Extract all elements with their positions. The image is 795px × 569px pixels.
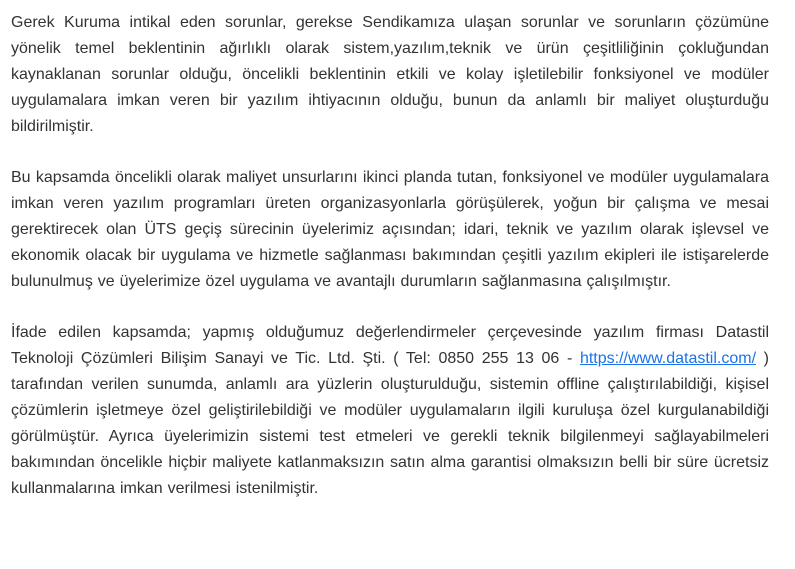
paragraph-2: Bu kapsamda öncelikli olarak maliyet unsurlarını ikinci planda tutan, fonksiyonel ve modüler uygulamalara imkan veren yazılım programları üreten organizasyonlarla görüşülerek, yoğun bir çalışma ve mesai gerektirecek olan ÜTS geçiş sürecinin üyelerimiz açısından; idari, teknik ve yazılım olarak işlevsel ve ekonomik olacak bir uygulama ve hizmetle sağlanması bakımından çeşitli yazılım ekipleri ile istişarelerde bulunulmuş ve üyelerimize özel uygulama ve avantajlı durumların sağlanmasına çalışılmıştır. — [11, 169, 769, 290]
paragraph-3 — [11, 320, 769, 502]
datastil-website-link[interactable]: https://www.datastil.com/ — [579, 350, 757, 367]
paragraph-3-rest: ) tarafından verilen sunumda, anlamlı ara yüzlerin oluşturulduğu, sistemin offline çalıştırılabildiği, kişisel çözümlerin işletmeye özel geliştirilebildiği ve modüler uygulamaların ilgili kuruluşa özel kurgulanabildiği görülmüştür. Ayrıca üyelerimizin sistemi test etmeleri ve gerekli teknik bilgilenmeyi sağlayabilmeleri bakımından öncelikle hiçbir maliyete katlanmaksızın satın alma garantisi olmaksızın belli bir süre ücretsiz kullanmalarına imkan verilmesi istenilmiştir. — [11, 350, 769, 497]
paragraph-1: Gerek Kuruma intikal eden sorunlar, gerekse Sendikamıza ulaşan sorunlar ve sorunların çözümüne yönelik temel beklentinin ağırlıklı olarak sistem,yazılım,teknik ve ürün çeşitliliğinin çokluğundan kaynaklanan sorunlar olduğu, öncelikli beklentinin etkili ve kolay işletilebilir fonksiyonel ve modüler uygulamalara imkan veren bir yazılım ihtiyacının olduğu, bunun da anlamlı bir maliyet oluşturduğu bildirilmiştir. — [11, 14, 769, 135]
paragraph-3-lead: İfade edilen kapsamda; yapmış olduğumuz değerlendirmeler çerçevesinde yazılım firması Datastil Teknoloji Çözümleri Bilişim Sanayi ve Tic. Ltd. Şti. ( Tel: 0850 255 13 06 - — [11, 324, 769, 367]
